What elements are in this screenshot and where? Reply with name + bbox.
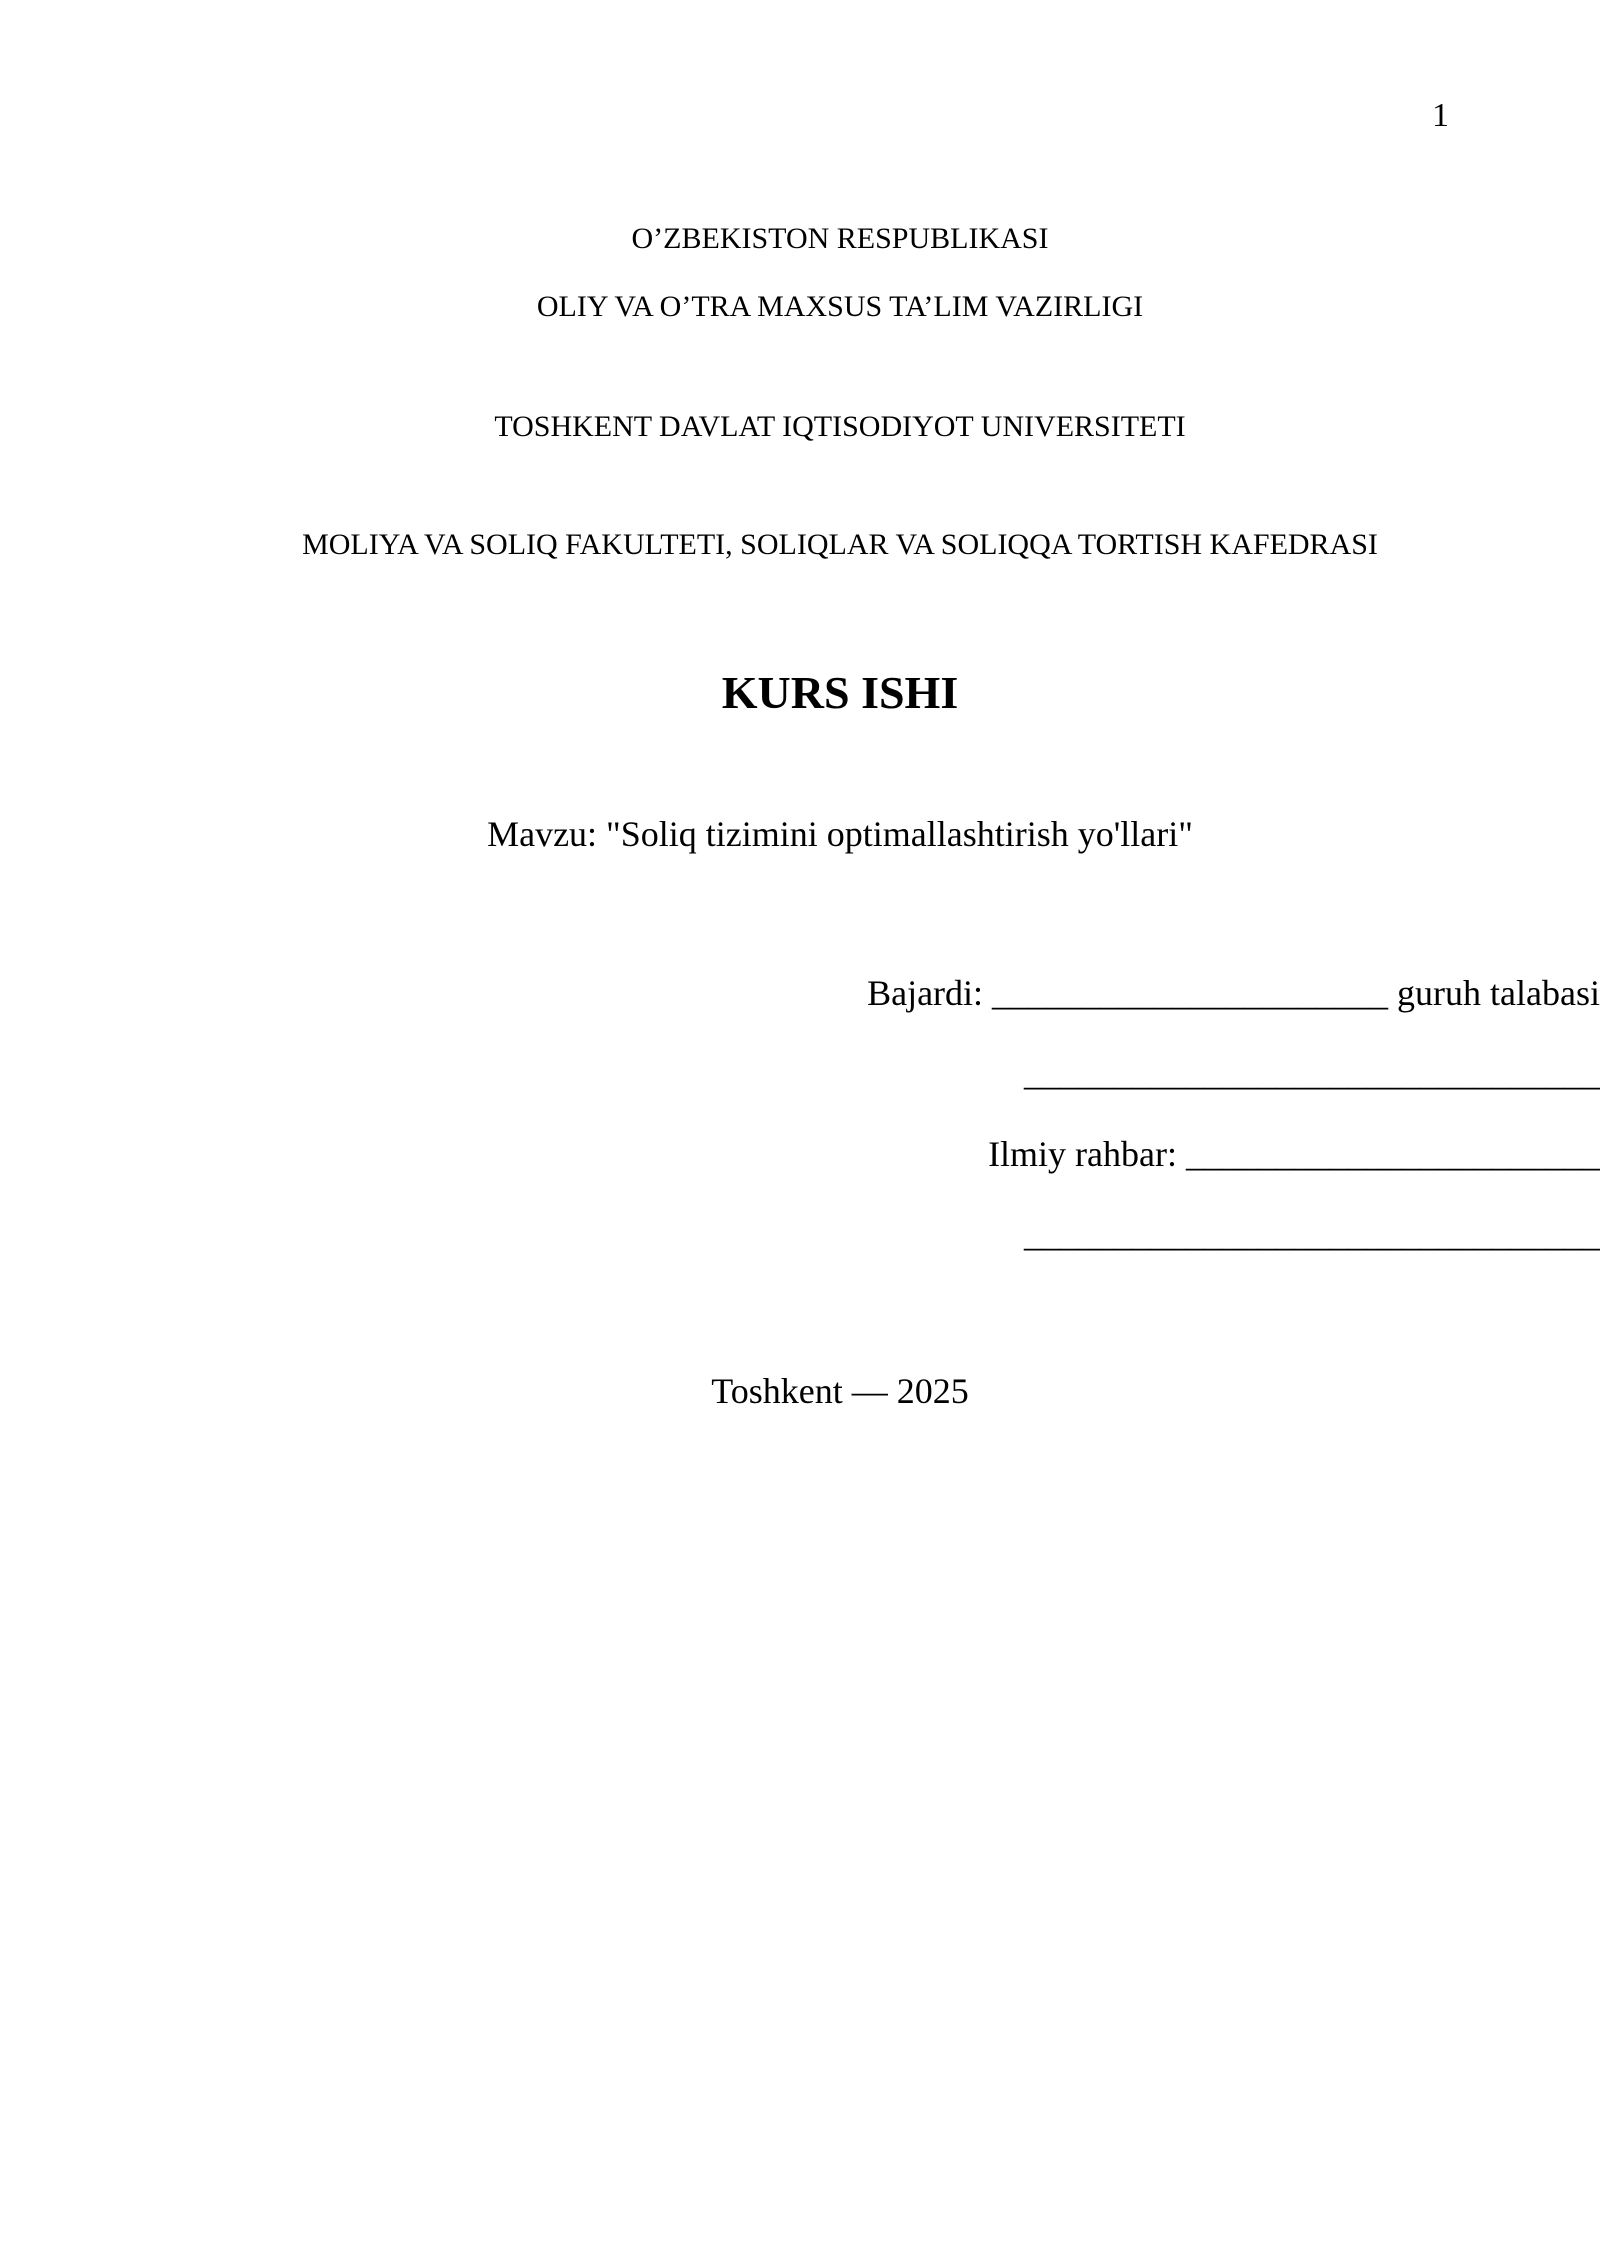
performer-label: Bajardi: [867,973,984,1013]
supervisor-name-blank: ________________________________ [1024,1214,1600,1254]
supervisor-label: Ilmiy rahbar: [988,1134,1177,1174]
performer-line [151,972,1600,1014]
city-year: Toshkent — 2025 [711,1371,969,1411]
faculty-heading: MOLIYA VA SOLIQ FAKULTETI, SOLIQLAR VA SOLIQQA TORTISH KAFEDRASI [302,528,1378,561]
document-title: KURS ISHI [721,667,959,718]
performer-name-blank: ________________________________ [1024,1053,1600,1093]
page-number: 1 [1432,97,1449,134]
supervisor-line [151,1133,1600,1175]
topic-line: Mavzu: "Soliq tizimini optimallashtirish yo'llari" [487,814,1193,854]
supervisor-blank: _______________________ [1186,1134,1600,1174]
ministry-heading: OLIY VA O’TRA MAXSUS TA’LIM VAZIRLIGI [536,290,1144,323]
performer-suffix: guruh talabasi [1397,973,1600,1013]
university-heading: TOSHKENT DAVLAT IQTISODIYOT UNIVERSITETI [494,410,1186,443]
republic-heading: O’ZBEKISTON RESPUBLIKASI [631,222,1049,255]
performer-blank: ______________________ [992,973,1389,1013]
